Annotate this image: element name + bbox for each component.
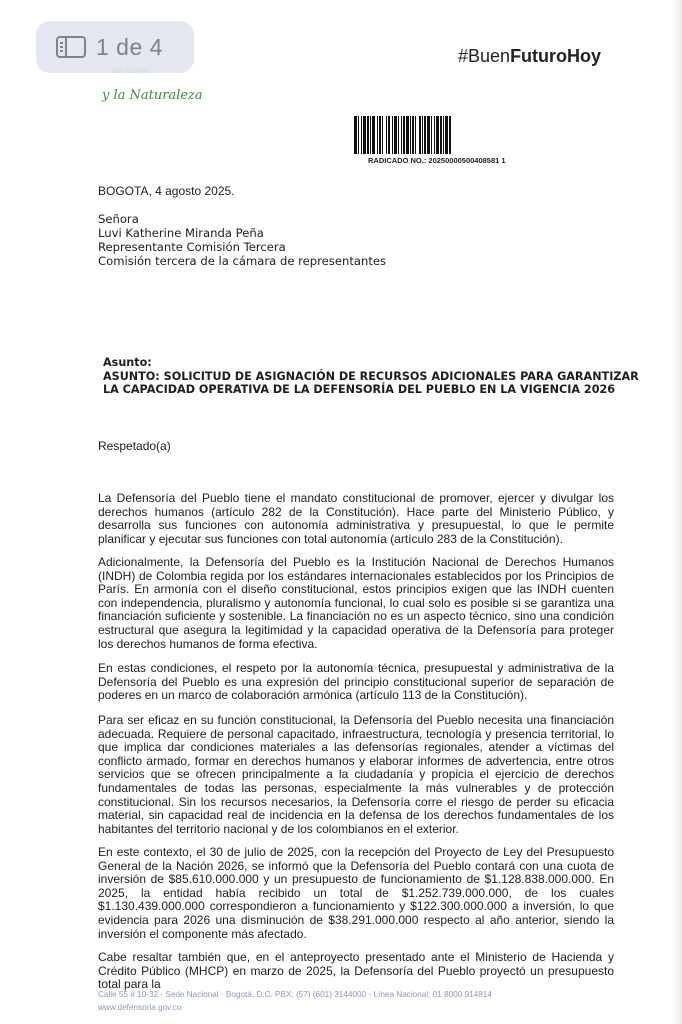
subject-label: Asunto: [103,356,152,369]
letter-date: BOGOTA, 4 agosto 2025. [98,184,235,198]
recipient-line: Comisión tercera de la cámara de representantes [98,254,387,268]
recipient-line: Luvi Katherine Miranda Peña [98,226,264,240]
recipient-line: Señora [98,212,139,226]
page-indicator[interactable] [36,21,194,73]
barcode-image [352,116,552,156]
page-edge-shadow [672,0,682,1024]
page-indicator-label: 1 de 4 [96,33,163,60]
subject-line: ASUNTO: SOLICITUD DE ASIGNACIÓN DE RECURSOS ADICIONALES PARA GARANTIZAR [103,369,639,383]
page-thumbnails-icon [56,36,86,58]
page-footer [98,988,492,1014]
body-paragraph: Para ser eficaz en su función constitucional, la Defensoría del Pueblo necesita una financiación adecuada. Requiere de personal capacitado, infraestructura, tecnología y presencia territorial, lo que implica dar condiciones materiales a las defensorías regionales, atender a víctimas del conflicto armado, formar en derechos humanos y elaborar informes de advertencia, entre otros servicios que se ofrecen principalmente a la ciudadanía y propicia el ejercicio de derechos fundamentales de todas las personas, especialmente la más vulnerables y de protección constitucional. Sin los recursos necesarios, la Defensoría corre el riesgo de perder su eficacia material, sin capacidad real de incidencia en la defensa de los derechos fundamentales de los habitantes del territorio nacional y de los colombianos en el exterior. [98,713,614,836]
hashtag: #BuenFuturoHoy [458,46,602,66]
body-paragraph: Cabe resaltar también que, en el anteproyecto presentado ante el Ministerio de Hacienda y Crédito Público (MHCP) en marzo de 2025, la Defensoría del Pueblo proyectó un presupuesto total para la [98,950,614,992]
subject-line: LA CAPACIDAD OPERATIVA DE LA DEFENSORÍA DEL PUEBLO EN LA VIGENCIA 2026 [103,383,616,397]
footer-website[interactable]: www.defensoria.gov.co [98,1003,182,1012]
recipient-block [98,212,386,268]
radicado-number: RADICADO NO.: 20250000500408581 1 [368,156,506,165]
body-paragraph: Adicionalmente, la Defensoría del Pueblo es la Institución Nacional de Derechos Humanos (INDH) de Colombia regida por los estándares internacionales establecidos por los Principios de París. En armonía con el diseño constitucional, estos principios exigen que las INDH cuenten con independencia, pluralismo y autonomía funcional, lo cual solo es posible si se garantiza una financiación suficiente y sostenible. La financiación no es un aspecto técnico, sino una condición estructural que asegura la legitimidad y la capacidad operativa de la Defensoría para proteger los derechos humanos de forma efectiva. [98,555,614,651]
body-paragraph: En estas condiciones, el respeto por la autonomía técnica, presupuestal y administrativa de la Defensoría del Pueblo es una expresión del principio constitucional superior de separación de poderes en un marco de colaboración armónica (artículo 113 de la Constitución). [98,661,614,703]
logo-tagline: y la Naturaleza [102,88,203,103]
subject-block [103,356,639,397]
footer-address: Calle 55 # 10-32 · Sede Nacional · Bogotá, D.C. PBX: (57) (601) 3144000 ◦ Línea Nacional: 01 8000 914814 [98,990,492,999]
recipient-line: Representante Comisión Tercera [98,240,286,254]
salutation: Respetado(a) [98,439,171,453]
body-paragraph: La Defensoría del Pueblo tiene el mandato constitucional de promover, ejercer y divulgar los derechos humanos (artículo 282 de la Constitución). Hace parte del Ministerio Público, y desarrolla sus funciones con autonomía administrativa y presupuestal, lo que le permite planificar y ejecutar sus funciones con total autonomía (artículo 283 de la Constitución). [98,491,614,546]
body-paragraph: En este contexto, el 30 de julio de 2025, con la recepción del Proyecto de Ley del Presupuesto General de la Nación 2026, se informó que la Defensoría del Pueblo contará con una cuota de inversión de $85.610.000.000 y un presupuesto de funcionamiento de $1.128.838.000.000. En 2025, la entidad había recibido un total de $1.252.739.000.000, de los cuales $1.130.439.000.000 correspondieron a funcionamiento y $122.300.000.000 a inversión, lo que evidencia para 2026 una disminución de $38.291.000.000 respecto al año anterior, siendo la inversión el componente más afectado. [98,845,614,941]
